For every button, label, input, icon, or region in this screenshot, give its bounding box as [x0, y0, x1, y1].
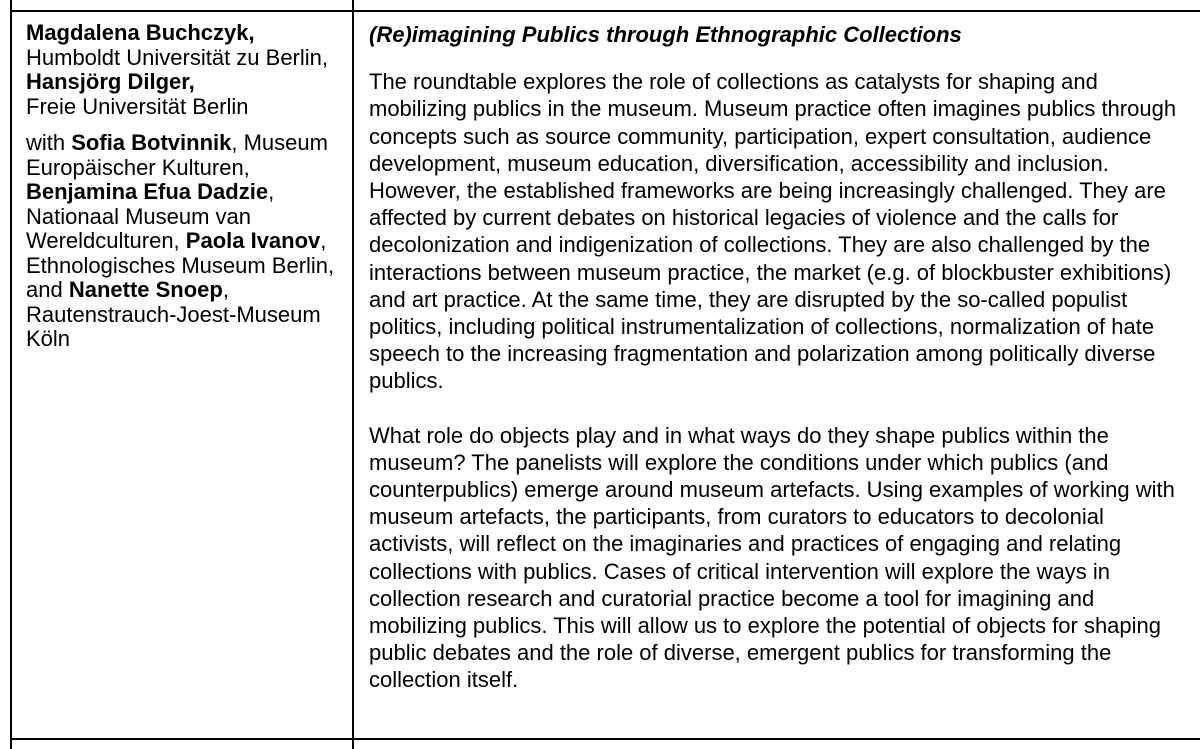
panelist-affiliation: , Nationaal Museum van Wereldculturen, — [26, 179, 275, 253]
table-border-top — [10, 10, 1200, 12]
panelist-affiliation: , Rautenstrauch-Joest-Museum Köln — [26, 277, 321, 351]
panelist-name: Sofia Botvinnik — [71, 130, 232, 155]
table-border-middle — [352, 0, 354, 749]
panelists-list — [26, 131, 344, 352]
table-border-left — [10, 0, 12, 749]
abstract-paragraph-2: What role do objects play and in what ways do they shape publics within the museum? The panelists will explore the conditions under which publics (and counterpublics) emerge around museum artefacts. Using examples of working with museum artefacts, the participants, from curators to educators to decolonial activists, will reflect on the imaginaries and practices of engaging and relating collections with publics. Cases of critical intervention will explore the ways in collection research and curatorial practice become a tool for imagining and mobilizing publics. This will allow us to explore the potential of objects for shaping public debates and the role of diverse, emergent publics for transforming the collection itself. — [369, 422, 1175, 693]
organizer-2 — [26, 70, 344, 119]
participants-cell — [26, 21, 344, 352]
abstract-cell — [369, 21, 1181, 694]
panelist-name: Benjamina Efua Dadzie — [26, 179, 269, 204]
panelist-affiliation: , Museum Europäischer Kulturen, — [26, 130, 328, 180]
abstract-paragraph-1: The roundtable explores the role of collections as catalysts for shaping and mobilizing publics in the museum. Museum practice often imagines publics through concepts such as source community, participation, expert consultation, audience development, museum education, diversification, accessibility and inclusion. However, the established frameworks are being increasingly challenged. They are affected by current debates on historical legacies of violence and the calls for decolonization and indigenization of collections. They are also challenged by the interactions between museum practice, the market (e.g. of blockbuster exhibitions) and art practice. At the same time, they are disrupted by the so-called populist politics, including political instrumentalization of collections, normalization of hate speech to the increasing fragmentation and polarization among politically diverse publics. — [369, 69, 1177, 394]
panelist-name: Nanette Snoep — [68, 277, 223, 302]
panelist-name: Paola Ivanov — [185, 228, 321, 253]
organizer-affiliation: Humboldt Universität zu Berlin, — [26, 44, 329, 70]
organizer-name: Magdalena Buchczyk, — [26, 20, 255, 45]
panelists-intro: with — [26, 130, 72, 155]
organizer-1 — [26, 21, 344, 70]
table-border-bottom — [10, 738, 1200, 740]
panelist-affiliation: , Ethnologisches Museum Berlin, and — [26, 228, 335, 302]
session-title: (Re)imagining Publics through Ethnographic Collections — [369, 22, 962, 47]
organizer-name: Hansjörg Dilger, — [26, 69, 195, 94]
organizer-affiliation: Freie Universität Berlin — [26, 93, 249, 119]
